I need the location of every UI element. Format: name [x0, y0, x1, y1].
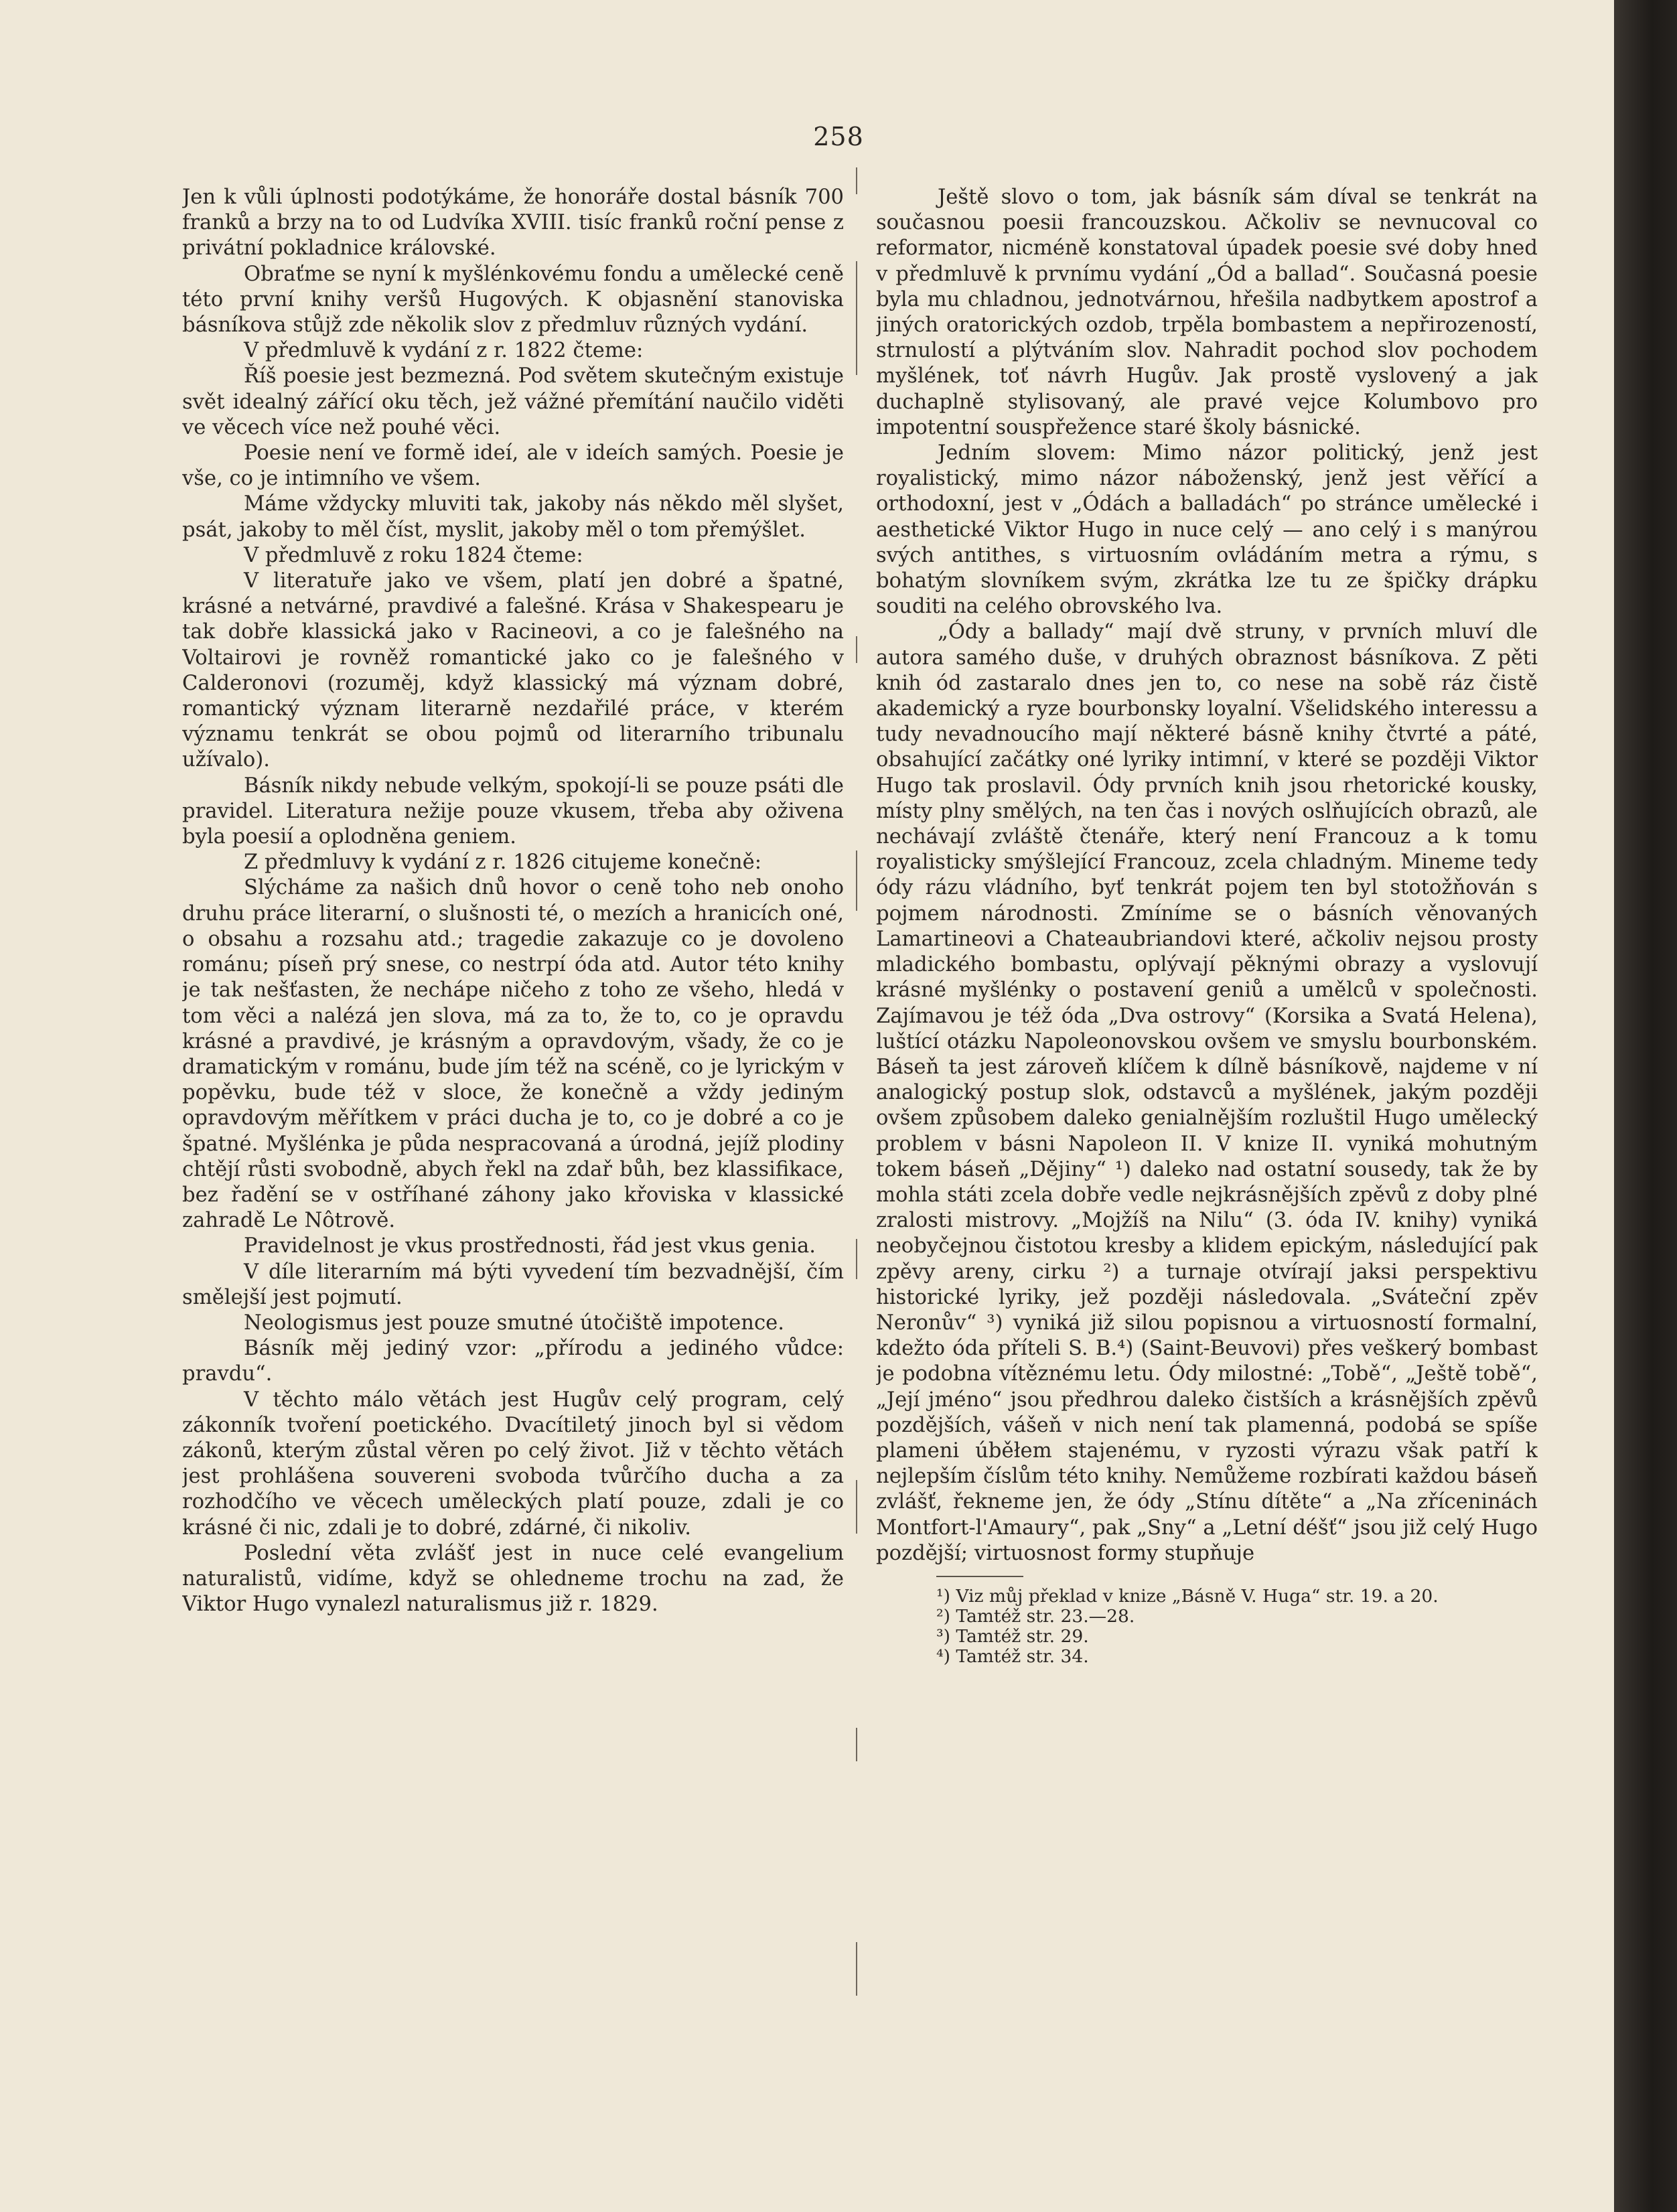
page-number: 258	[813, 122, 864, 151]
paragraph: Máme vždycky mluviti tak, jakoby nás někdo měl slyšet, psát, jakoby to měl číst, myslit, jakoby měl o tom přemýšlet.	[182, 492, 844, 542]
paragraph: Básník měj jediný vzor: „přírodu a jediného vůdce: pravdu“.	[182, 1337, 844, 1386]
paragraph: V předmluvě k vydání z r. 1822 čteme:	[244, 339, 644, 363]
footnote: ²) Tamtéž str. 23.—28.	[936, 1605, 1135, 1627]
footnote-rule	[936, 1576, 1023, 1577]
paragraph: V literatuře jako ve všem, platí jen dobré a špatné, krásné a netvárné, pravdivé a falešné. Krása v Shakespearu je tak dobře klassická jako v Racineovi, a co je falešného na Voltairovi je rovněž romantické jako co je falešného v Calderonovi (rozuměj, když klassický má význam dobré, romantický význam literarně nezdařilé práce, v kterém významu tenkrát se obou pojmů od literarního tribunalu užívalo).	[182, 569, 844, 772]
column-divider	[856, 167, 857, 1996]
left-column	[182, 185, 844, 2060]
paragraph: „Ódy a ballady“ mají dvě struny, v prvních mluví dle autora samého duše, v druhých obraznost básníkova. Z pěti knih ód zastaralo dnes jen to, co nese na sobě ráz čistě akademický a ryze bourbonsky loyalní. Všelidského interessu a tudy nevadnoucího mají některé básně knihy čtvrté a páté, obsahující začátky oné lyriky intimní, v které se později Viktor Hugo tak proslavil. Ódy prvních knih jsou rhetorické kousky, místy plny smělých, na ten čas i nových oslňujících obrazů, ale nechávají zvláště čtenáře, který není Francouz a k tomu royalisticky smýšlející Francouz, zcela chladným. Mineme tedy ódy rázu vládního, byť tenkrát pojem ten byl stotožňován s pojmem národnosti. Zmíníme se o básních věnovaných Lamartineovi a Chateaubriandovi které, ačkoliv nejsou prosty mladického bombastu, oplývají pěknými obrazy a vyslovují krásné myšlénky o postavení geniů a umělců v společnosti. Zajímavou je též óda „Dva ostrovy“ (Korsika a Svatá Helena), luštící otázku Napoleonovskou ovšem ve smyslu bourbonském. Báseň ta jest zároveň klíčem k dílně básníkově, najdeme v ní analogický postup slok, odstavců a myšlének, jakým později ovšem způsobem daleko genialnějším rozluštil Hugo umělecký problem v básni Napoleon II. V knize II. vyniká mohutným tokem báseň „Dějiny“ ¹) daleko nad ostatní sousedy, tak že by mohla státi zcela dobře vedle nejkrásnějších zpěvů z doby plné zralosti mistrovy. „Mojžíš na Nilu“ (3. óda IV. knihy) vyniká neobyčejnou čistotou kresby a klidem epickým, následující pak zpěvy areny, cirku ²) a turnaje otvírají jaksi perspektivu historické lyriky, jež později následovala. „Sváteční zpěv Neronův“ ³) vyniká již silou popisnou a virtuosností formalní, kdežto óda příteli S. B.⁴) (Saint-Beuvovi) přes veškerý bombast je podobna vítěznému letu. Ódy milostné: „Tobě“, „Ještě tobě“, „Její jméno“ jsou předhrou daleko čistších a krásnějších zpěvů pozdějších, vášeň v nich není tak plamenná, podobá se spíše plameni úběłem stajenému, v ryzosti výrazu však patří k nejlepším číslům této knihy. Nemůžeme rozbírati každou báseň zvlášť, řekneme jen, že ódy „Stínu dítěte“ a „Na zříceninách Montfort-l'Amaury“, pak „Sny“ a „Letní déšť“ jsou již celý Hugo pozdější; virtuosnost formy stupňuje	[876, 620, 1538, 1565]
paragraph: Ještě slovo o tom, jak básník sám díval se tenkrát na současnou poesii francouzskou. Ačkoliv se nevnucoval co reformator, nicméně konstatoval úpadek poesie své doby hned v předmluvě k prvnímu vydání „Ód a ballad“. Současná poesie byla mu chladnou, jednotvárnou, hřešila nadbytkem apostrof a jiných oratorických ozdob, trpěla bombastem a nepřirozeností, strnulostí a plýtváním slov. Nahradit pochod slov pochodem myšlének, toť návrh Hugův. Jak prostě vyslovený a jak duchaplně stylisovaný, ale pravé vejce Kolumbovo pro impotentní souspřežence staré školy básnické.	[876, 186, 1538, 439]
paragraph: Jen k vůli úplnosti podotýkáme, že honoráře dostal básník 700 franků a brzy na to od Ludvíka XVIII. tisíc franků roční pense z privátní pokladnice královské.	[182, 186, 844, 261]
paragraph: Říš poesie jest bezmezná. Pod světem skutečným existuje svět idealný zářící oku těch, jež vážné přemítání naučilo viděti ve věcech více než pouhé věci.	[182, 364, 844, 439]
paragraph: V předmluvě z roku 1824 čteme:	[244, 543, 583, 567]
paragraph: Poesie není ve formě ideí, ale v ideích samých. Poesie je vše, co je intimního ve všem.	[182, 441, 844, 491]
footnotes	[876, 1587, 1538, 1667]
right-column	[876, 185, 1538, 2060]
paragraph: Neologismus jest pouze smutné útočiště impotence.	[244, 1311, 784, 1335]
footnote: ³) Tamtéž str. 29.	[936, 1625, 1089, 1647]
paragraph: Pravidelnost je vkus prostřednosti, řád jest vkus genia.	[244, 1234, 816, 1258]
paragraph: Slýcháme za našich dnů hovor o ceně toho neb onoho druhu práce literarní, o slušnosti té, o mezích a hranicích oné, o obsahu a rozsahu atd.; tragedie zakazuje co je dovoleno románu; píseň prý snese, co nestrpí óda atd. Autor této knihy je tak nešťasten, že nechápe ničeho z toho ze všeho, hledá v tom věci a nalézá jen slova, má za to, že to, co je opravdu krásné a pravdivé, je krásným a opravdovým, všady, že co je dramatickým v románu, bude jím též na scéně, co je lyrickým v popěvku, bude též v sloce, že konečně a vždy jediným opravdovým měřítkem v práci ducha je to, co je dobré a co je špatné. Myšlénka je půda nespracovaná a úrodná, jejíž plodiny chtějí růsti svobodně, abych řekl na zdař bůh, bez klassifikace, bez řadění se v ostříhané záhony jako křoviska v klassické zahradě Le Nôtrově.	[182, 876, 844, 1233]
footnote: ⁴) Tamtéž str. 34.	[936, 1645, 1089, 1667]
book-binding-edge	[1614, 0, 1677, 2212]
footnote: ¹) Viz můj překlad v knize „Básně V. Huga“ str. 19. a 20.	[936, 1585, 1439, 1607]
paragraph: Poslední věta zvlášť jest in nuce celé evangelium naturalistů, vidíme, když se ohledneme trochu na zad, že Viktor Hugo vynalezl naturalismus již r. 1829.	[182, 1541, 844, 1617]
paragraph: Jedním slovem: Mimo názor politický, jenž jest royalistický, mimo názor náboženský, jenž jest věřící a orthodoxní, jest v „Ódách a balladách“ po stránce umělecké i aesthetické Viktor Hugo in nuce celý — ano celý i s manýrou svých antithes, s virtuosním ovládáním metra a rýmu, s bohatým slovníkem svým, zkrátka lze tu ze špičky drápku souditi na celého obrovského lva.	[876, 441, 1538, 619]
paragraph: Básník nikdy nebude velkým, spokojí-li se pouze psáti dle pravidel. Literatura nežije pouze vkusem, třeba aby oživena byla poesií a oplodněna geniem.	[182, 773, 844, 849]
paragraph: Z předmluvy k vydání z r. 1826 citujeme konečně:	[244, 851, 762, 875]
paragraph: Obraťme se nyní k myšlénkovému fondu a umělecké ceně této první knihy veršů Hugových. K objasnění stanoviska básníkova stůjž zde několik slov z předmluv různých vydání.	[182, 262, 844, 338]
paragraph: V těchto málo větách jest Hugův celý program, celý zákonník tvoření poetického. Dvacítiletý jinoch byl si vědom zákonů, kterým zůstal věren po celý život. Již v těchto větách jest prohlášena souvereni svoboda tvůrčího ducha a za rozhodčího ve věcech uměleckých platí pouze, zdali je co krásné či nic, zdali je to dobré, zdárné, či nikoliv.	[182, 1388, 844, 1540]
paragraph: V díle literarním má býti vyvedení tím bezvadnější, čím smělejší jest pojmutí.	[182, 1260, 844, 1309]
